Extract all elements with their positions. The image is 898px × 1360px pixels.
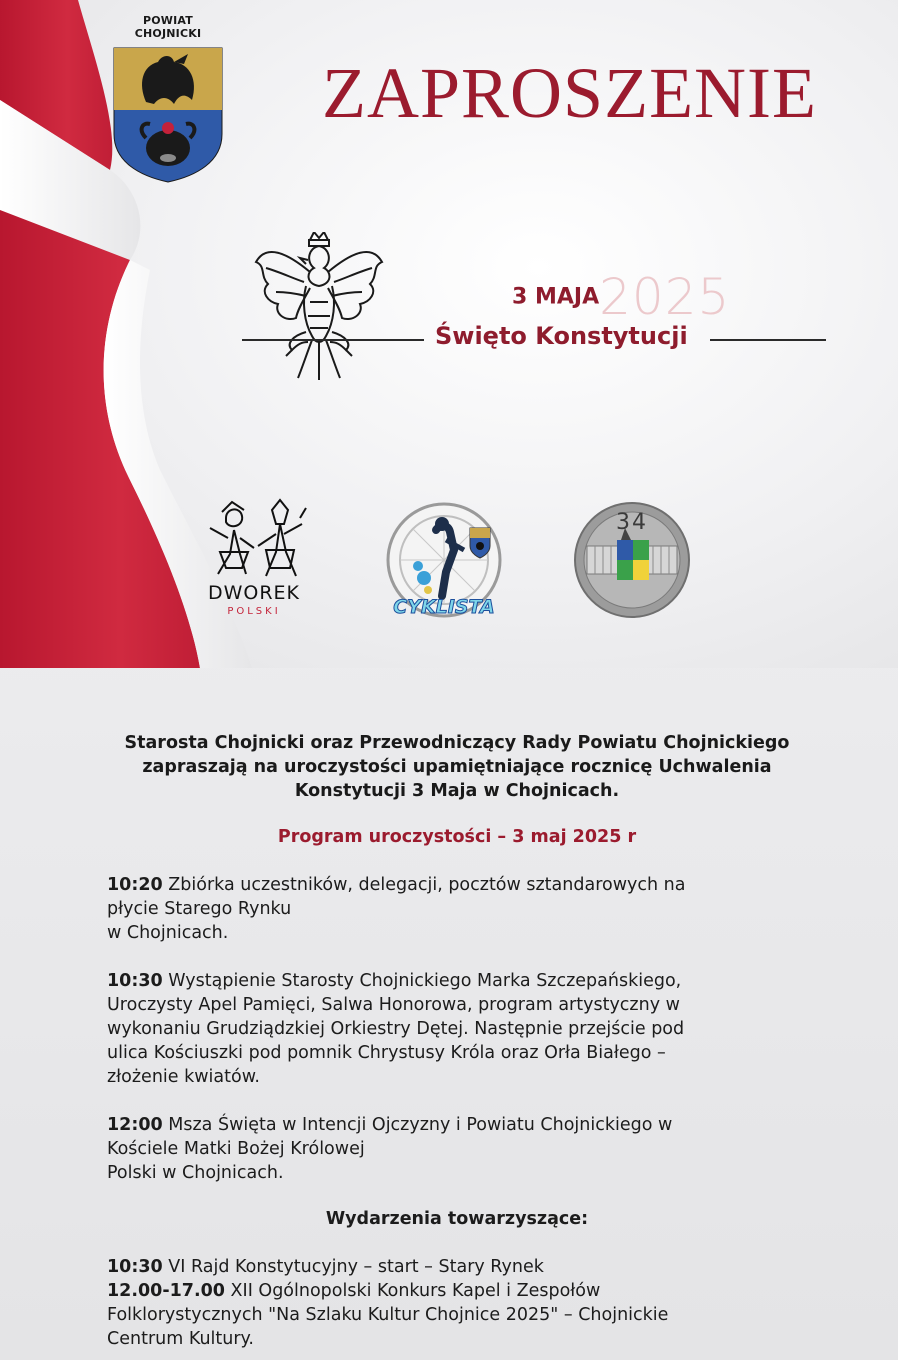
entry-text: w Chojnicach. — [107, 923, 229, 943]
entry-text: płycie Starego Rynku — [107, 899, 292, 919]
event-text: VI Rajd Konstytucyjny – start – Stary Rynek — [162, 1257, 544, 1277]
cyklista-name: CYKLISTA — [393, 596, 495, 618]
badge-number: 34 — [616, 510, 648, 535]
date-year: 2025 — [599, 268, 731, 326]
entry-text: Wystąpienie Starosty Chojnickiego Marka Szczepańskiego, — [162, 971, 682, 991]
event-text: Folklorystycznych "Na Szlaku Kultur Chojnice 2025" – Chojnickie — [107, 1305, 669, 1325]
program-heading: Program uroczystości – 3 maj 2025 r — [277, 827, 637, 847]
entry-time: 10:20 — [107, 875, 163, 895]
partner-logo-cyklista — [384, 500, 504, 624]
date-main: 3 MAJA — [512, 284, 600, 310]
events-heading: Wydarzenia towarzyszące: — [325, 1209, 589, 1229]
divider — [710, 339, 826, 341]
entry-text: Polski w Chojnicach. — [107, 1163, 284, 1183]
partner-logo-dworek — [196, 498, 312, 622]
program-entry — [107, 1113, 807, 1185]
crest-shield-icon — [108, 44, 228, 184]
invitation-body — [107, 731, 807, 1351]
county-crest — [108, 14, 228, 184]
dworek-figures-icon — [196, 498, 312, 584]
entry-text: ulica Kościuszki pod pomnik Chrystusy Króla oraz Orła Białego – — [107, 1043, 666, 1063]
holiday-name: Święto Konstytucji — [435, 322, 688, 350]
event-time: 12.00-17.00 — [107, 1281, 225, 1301]
event-time: 10:30 — [107, 1257, 163, 1277]
county-label: POWIAT CHOJNICKI — [134, 14, 202, 40]
entry-text: wykonaniu Grudziądzkiej Orkiestry Dętej. Następnie przejście pod — [107, 1019, 685, 1039]
intro-line: Starosta Chojnicki oraz Przewodniczący Rady Powiatu Chojnickiego — [124, 733, 790, 753]
divider — [242, 339, 424, 341]
partner-logo-badge — [573, 500, 691, 620]
dworek-name: DWOREK — [207, 582, 301, 604]
intro-line: Konstytucji 3 Maja w Chojnicach. — [294, 781, 620, 801]
program-entry — [107, 969, 807, 1089]
page-title: ZAPROSZENIE — [322, 53, 817, 133]
entry-text: Msza Święta w Intencji Ojczyzny i Powiatu Chojnickiego w — [162, 1115, 673, 1135]
holiday-row — [242, 320, 826, 360]
intro-paragraph — [107, 731, 807, 803]
entry-time: 12:00 — [107, 1115, 163, 1135]
entry-text: złożenie kwiatów. — [107, 1067, 260, 1087]
event-text: Centrum Kultury. — [107, 1329, 254, 1349]
entry-time: 10:30 — [107, 971, 163, 991]
entry-text: Zbiórka uczestników, delegacji, pocztów sztandarowych na — [162, 875, 686, 895]
events-list — [107, 1255, 807, 1351]
entry-text: Kościele Matki Bożej Królowej — [107, 1139, 365, 1159]
event-text: XII Ogólnopolski Konkurs Kapel i Zespołów — [224, 1281, 601, 1301]
program-entry — [107, 873, 807, 945]
intro-line: zapraszają na uroczystości upamiętniające rocznicę Uchwalenia — [142, 757, 772, 777]
header-banner — [0, 0, 898, 668]
entry-text: Uroczysty Apel Pamięci, Salwa Honorowa, program artystyczny w — [107, 995, 680, 1015]
dworek-sub: POLSKI — [227, 606, 281, 617]
date-line — [512, 268, 730, 326]
white-eagle-icon — [246, 232, 392, 384]
